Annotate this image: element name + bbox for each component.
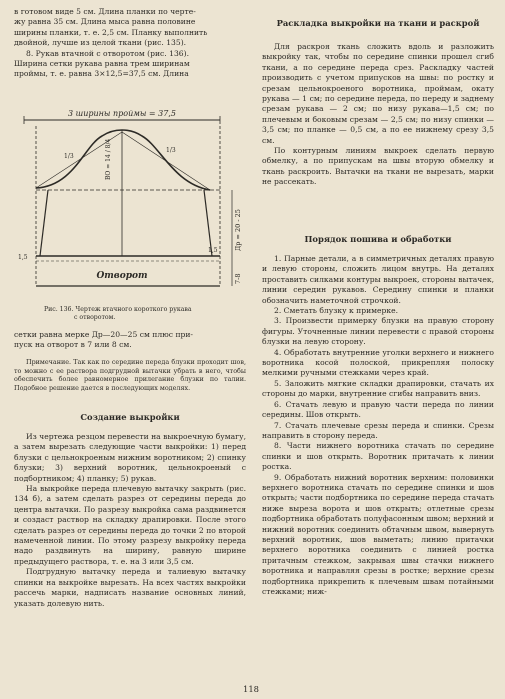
left-note bbox=[14, 358, 246, 393]
figure-top-label: 3 ширины проймы = 37,5 bbox=[68, 109, 176, 118]
right-body-2-p7: 7. Стачать плечевые срезы переда и спинки. Срезы направить в сторону переда. bbox=[262, 420, 494, 440]
sleeve-pattern-figure bbox=[14, 106, 246, 306]
left-line-2: жу равна 35 см. Длина мыса равна половине bbox=[14, 17, 196, 27]
right-body-2-p9: 9. Обработать нижний воротник верхним: половинки верхнего воротника стачать по середине спинки и шов открыть; части подбортника по середине переда стачать ниже выреза ворота и шов открыть; отлетные срезы подбортника обработать полуфасонным швом; верхний и нижний воротник соединить обтачным швом, вывернуть верхний воротник, шов выметать; линию притачки верхнего воротника соединить с линией ростка притачным стежком, закрывая швы стачки нижнего воротника и направляя срезы в ростке; верхние срезы подбортника прикрепить к плечевым швам потайными стежками; ниж- bbox=[262, 472, 494, 596]
figure-cuff-label: Отворот bbox=[96, 271, 148, 281]
left-body bbox=[14, 432, 246, 609]
right-heading-1: Раскладка выкройки на ткани и раскрой bbox=[276, 18, 480, 28]
figure-center-dim: ВО = 14 / 8/4 bbox=[105, 138, 112, 180]
page-number: 118 bbox=[243, 684, 259, 694]
left-body-p3: Подгрудную вытачку переда и талиевую вытачку спинки на выкройке вырезать. На всех частях выкройки рассечь марки, надписать название основных линий, указать долевую нить. bbox=[14, 567, 246, 608]
right-body-2-p1: 1. Парные детали, а в симметричных деталях правую и левую стороны, сложить лицом внутрь. На деталях проставить силками контуры выкроек, стороны вытачек, линии середин рукавов. Середину спинки и планки обозначить наметочной строчкой. bbox=[262, 254, 494, 305]
right-body-1 bbox=[262, 42, 494, 188]
right-heading-2: Порядок пошива и обработки bbox=[304, 234, 452, 244]
right-body-1-p2: По контурным линиям выкроек сделать первую обмелку, а по припускам на швы вторую обмелку и ткань раскроить. Вытачки на ткани не вырезать, марки не рассекать. bbox=[262, 146, 494, 187]
left-line-1: в готовом виде 5 см. Длина планки по черте- bbox=[14, 7, 196, 16]
left-mid-text bbox=[14, 330, 246, 351]
figure-caption-2: с отворотом. bbox=[74, 314, 116, 321]
left-top-text bbox=[14, 7, 246, 80]
right-body-2-p6: 6. Стачать левую и правую части переда по линии середины. Шов открыть. bbox=[262, 399, 494, 420]
left-line-5: 8. Рукав втачной с отворотом (рис. 136). bbox=[26, 48, 189, 58]
figure-caption-1: Рис. 136. Чертеж втачного короткого рукава bbox=[44, 306, 192, 313]
figure-mark-15-left: 1,5 bbox=[18, 254, 28, 261]
right-body-2-p5: 5. Заложить мягкие складки драпировки, стачать их стороны до марки, внутренние сгибы направить вниз. bbox=[262, 378, 494, 399]
left-line-6: Ширина сетки рукава равна трем ширинам bbox=[14, 59, 190, 69]
right-body-2-p2: 2. Сметать блузку к примерке. bbox=[274, 306, 399, 316]
figure-right-dim: Др = 20 - 25 bbox=[234, 209, 242, 251]
left-body-p2: На выкройке переда плечевую вытачку закрыть (рис. 134 б), а затем сделать разрез от середины переда до центра вытачки. По разрезу выкройка сама раздвинется и создаст раствор на складку драпировки. После этого сделать разрез от середины переда до точки 2 по второй намеченной линии. По этому разрезу выкройку переда надо раздвинуть на ширину, равную ширине предыдущего раствора, т. е. на 3 или 3,5 см. bbox=[14, 484, 246, 566]
left-note-text: Примечание. Так как по середине переда блузки проходит шов, то можно с ее раствора подгрудной вытачки убрать в него, чтобы обеспечить более равномерное прилегание блузки по талии. Подобное решение дается в последующих моделях. bbox=[14, 358, 246, 393]
right-body-2-p8: 8. Части нижнего воротника стачать по середине спинки и шов открыть. Воротник притачать к линии ростка. bbox=[262, 441, 494, 472]
figure-caption bbox=[44, 306, 244, 322]
figure-mark-15-right: 1,5 bbox=[208, 247, 218, 254]
figure-mark-13-left: 1/3 bbox=[64, 153, 74, 160]
figure-mark-13-right: 1/3 bbox=[166, 147, 176, 154]
right-body-2 bbox=[262, 254, 494, 597]
left-heading: Создание выкройки bbox=[80, 412, 180, 422]
right-body-2-p3: 3. Произвести примерку блузки на правую сторону фигуры. Уточненные линии перевести с правой стороны блузки на левую сторону. bbox=[262, 316, 494, 347]
right-body-1-p1: Для раскроя ткань сложить вдоль и разложить выкройку так, чтобы по середине спинки прошел сгиб ткани, а по середине переда срез. Раскладку частей производить с учетом припусков на швы: по ростку и срезам цельнокроеного воротника, проймам, окату рукава — 1 см; по середине переда, по переду и заднему срезам рукава — 2 см; по низу рукава—1,5 см; по плечевым и боковым срезам — 2,5 см; по низу спинки — 3,5 см; по планке — 0,5 см, а по ее нижнему срезу 3,5 см. bbox=[262, 42, 494, 145]
figure-cuff-dim: 7-8 bbox=[234, 273, 242, 284]
left-line-3: ширины планки, т. е. 2,5 см. Планку выполнить bbox=[14, 27, 208, 37]
left-body-p1: Из чертежа резцом перевести на выкроечную бумагу, а затем вырезать следующие части выкройки: 1) перед блузки с цельнокроеным нижним воротником; 2) спинку блузки; 3) верхний воротник, цельнокроеный с подбортником; 4) планку; 5) рукав. bbox=[14, 432, 246, 483]
right-body-2-p4: 4. Обработать внутренние уголки верхнего и нижнего воротника косой полоской, прикрепляя полоску мелкими ручными стежками через край. bbox=[262, 347, 494, 378]
left-line-4: двойной, лучше из целой ткани (рис. 135). bbox=[14, 38, 187, 48]
left-mid-1: сетки равна мерке Др—20—25 см плюс при- bbox=[14, 330, 193, 339]
left-mid-2: пуск на отворот в 7 или 8 см. bbox=[14, 340, 132, 350]
left-line-7: проймы, т. е. равна 3×12,5=37,5 см. Длина bbox=[14, 69, 189, 79]
